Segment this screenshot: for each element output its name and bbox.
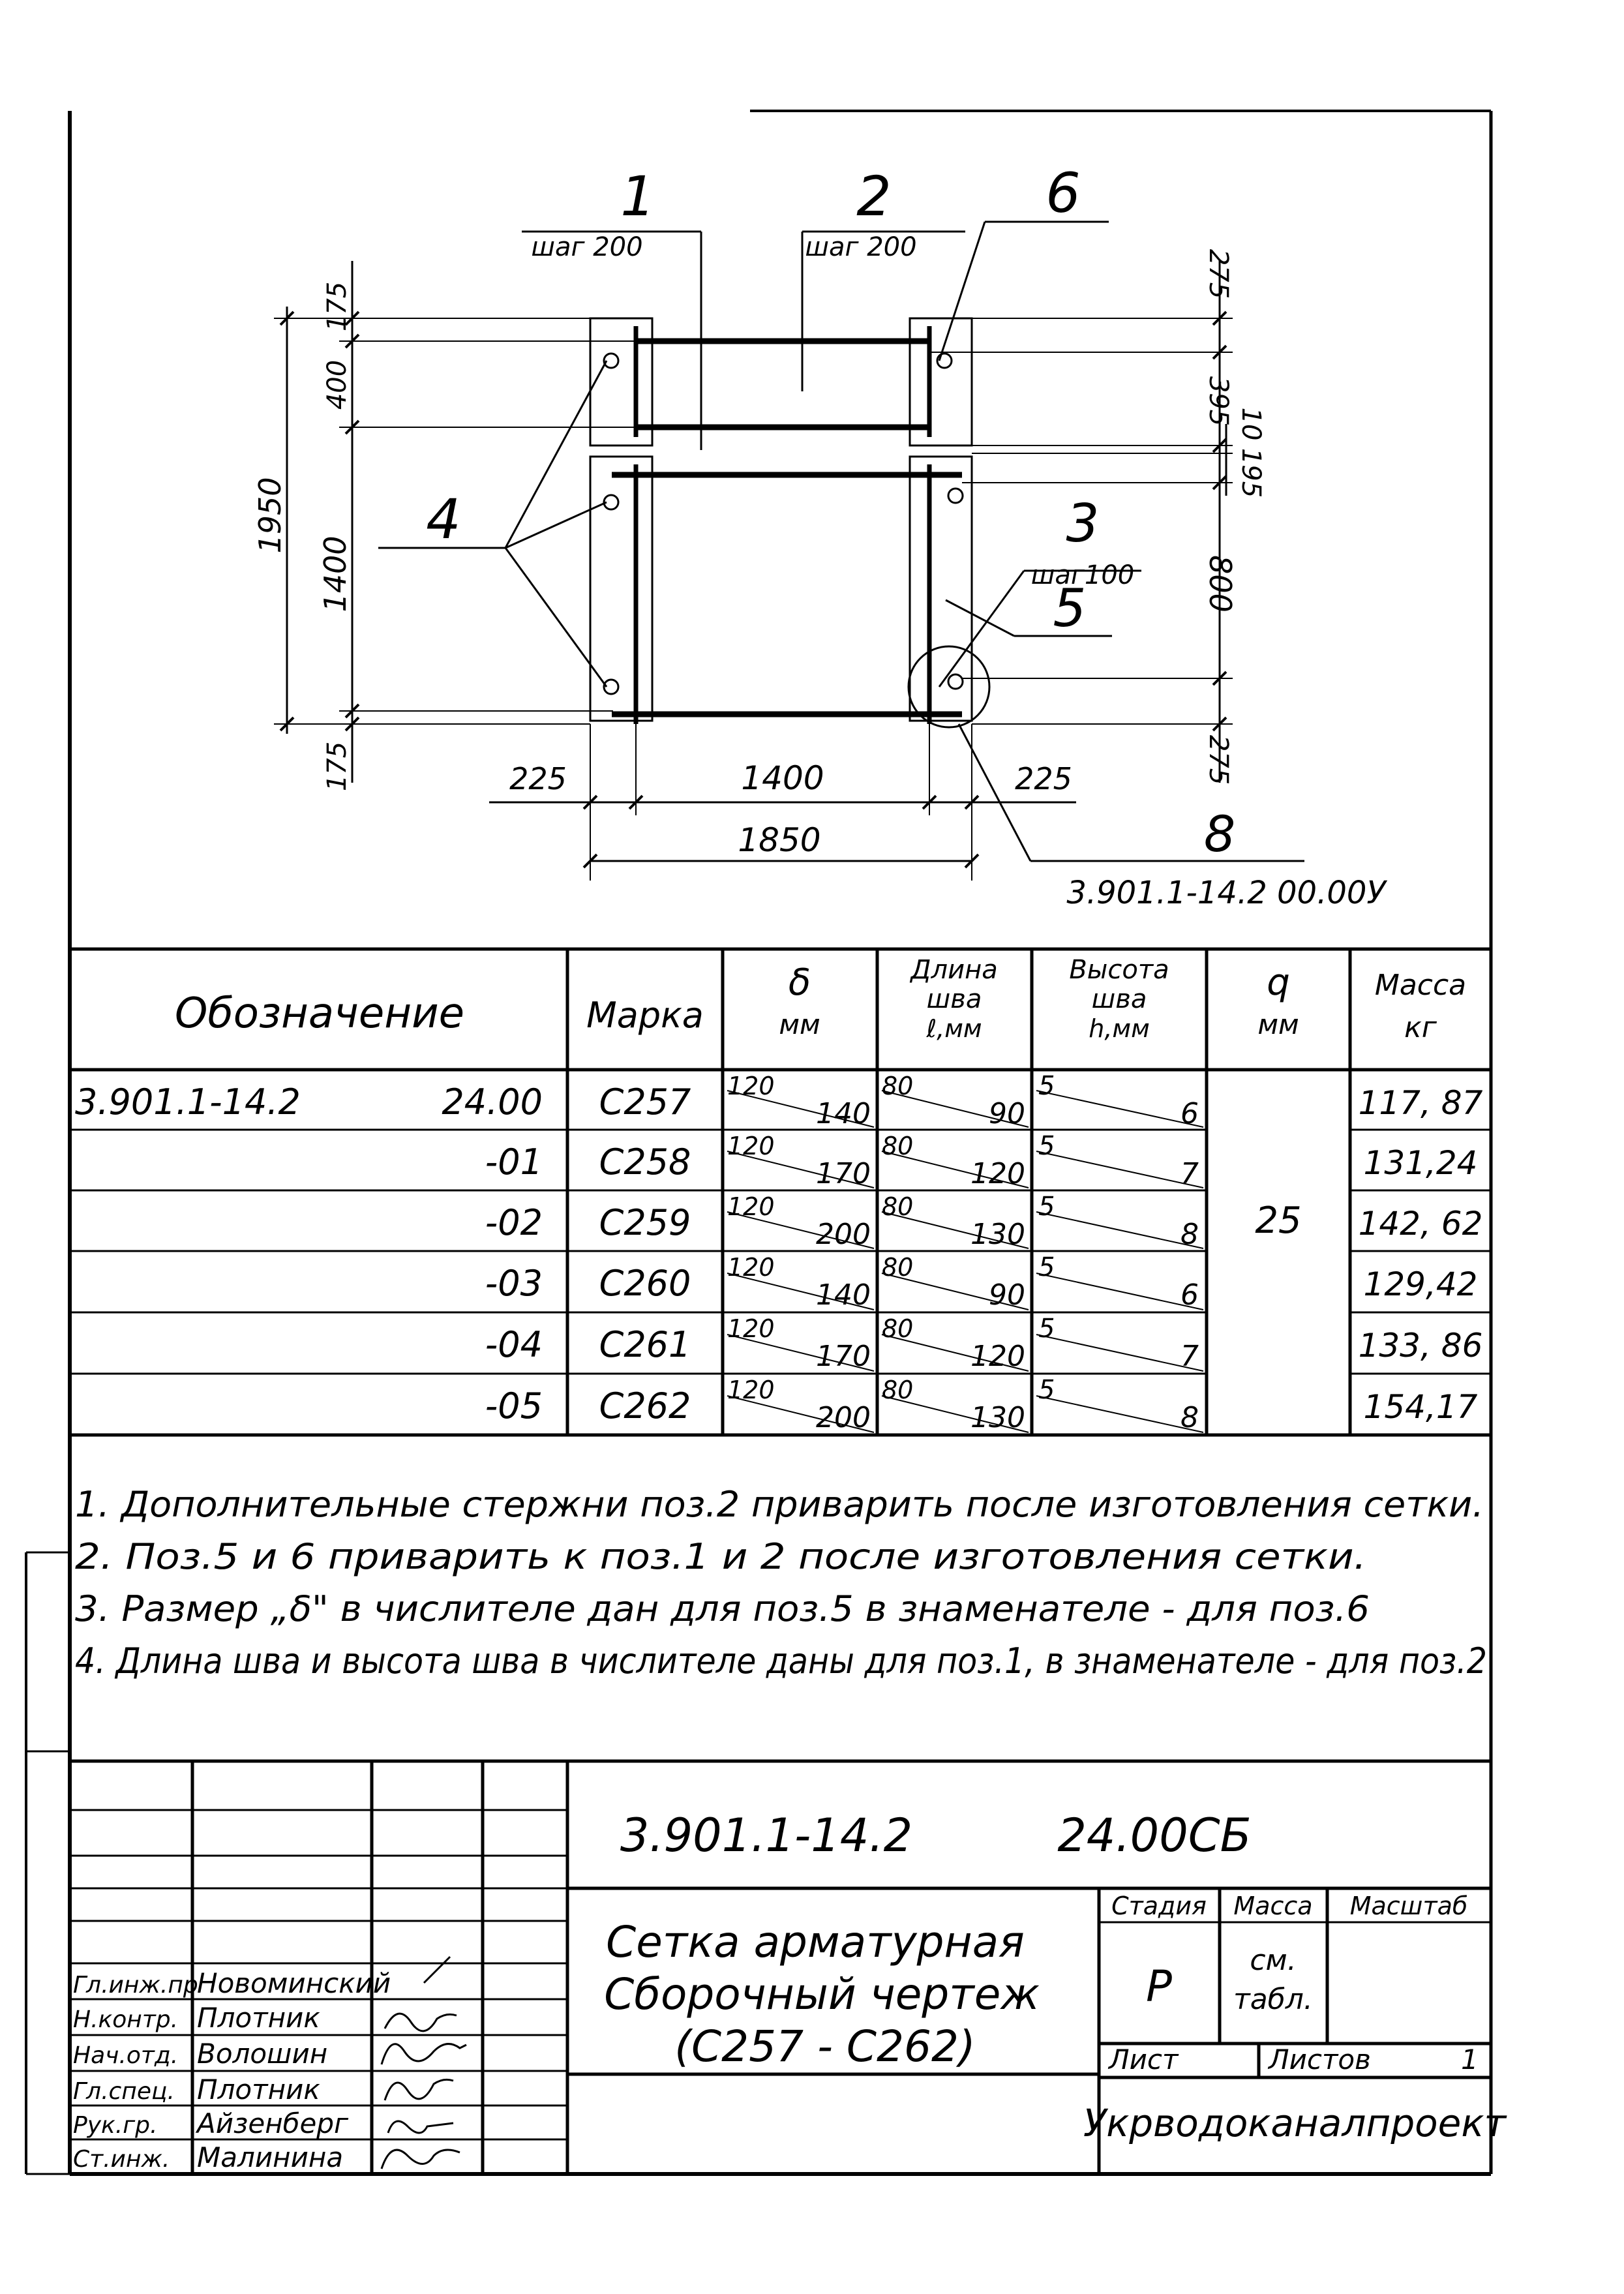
row-length-num: 80 <box>882 1253 914 1282</box>
row-length-den: 120 <box>970 1157 1025 1190</box>
header-mass-1: Масса <box>1374 969 1467 1002</box>
row-length-den: 120 <box>970 1340 1025 1373</box>
row-suffix: -01 <box>485 1141 543 1183</box>
row-height-num: 5 <box>1038 1131 1055 1161</box>
row-height-den: 7 <box>1180 1157 1199 1190</box>
row-code: 3.901.1-14.2 <box>75 1081 301 1123</box>
pos-8-label: 8 <box>1203 805 1236 863</box>
pos-2-label: 2 <box>856 164 892 228</box>
row-height-num: 5 <box>1038 1192 1055 1222</box>
header-height-3: h,мм <box>1089 1014 1150 1043</box>
sheets-label: Листов <box>1269 2044 1371 2075</box>
row-mass: 117, 87 <box>1358 1084 1483 1122</box>
scale-label: Масштаб <box>1349 1892 1468 1920</box>
dim-800: 800 <box>1203 555 1238 612</box>
row-mass: 129,42 <box>1363 1265 1478 1303</box>
row-suffix: -03 <box>485 1263 543 1304</box>
title-block-text <box>604 1809 1507 2145</box>
row-height-num: 5 <box>1038 1375 1055 1405</box>
header-q-unit: мм <box>1257 1008 1299 1040</box>
plate-bottom-left <box>590 457 652 721</box>
row-mark: С260 <box>599 1263 691 1304</box>
row-delta-den: 140 <box>816 1278 871 1312</box>
staff-role: Рук.гр. <box>73 2112 158 2139</box>
sheets-value: 1 <box>1461 2044 1479 2075</box>
staff-row <box>73 2074 320 2105</box>
staff-row <box>73 2038 327 2070</box>
row-mark: С258 <box>599 1141 691 1183</box>
pos-6-label: 6 <box>1045 161 1081 225</box>
staff-role: Н.контр. <box>73 2006 179 2033</box>
row-delta-den: 170 <box>816 1340 871 1373</box>
dim-225-right: 225 <box>1015 761 1072 796</box>
row-height-num: 5 <box>1038 1071 1055 1101</box>
signature-1 <box>424 1957 450 1983</box>
staff-role: Нач.отд. <box>73 2042 179 2069</box>
pos-8-ref: 3.901.1-14.2 00.00У <box>1066 875 1386 911</box>
pos-3-label: 3 <box>1066 493 1100 554</box>
row-delta-den: 200 <box>816 1218 871 1251</box>
dim-1400-h: 1400 <box>741 759 824 797</box>
row-delta-num: 120 <box>727 1132 775 1160</box>
dim-175-top: 175 <box>322 281 352 332</box>
signature-5 <box>388 2121 453 2133</box>
staff-name: Новоминский <box>197 1967 391 1999</box>
header-length-3: ℓ,мм <box>926 1014 982 1043</box>
pos-2-step: шаг 200 <box>805 232 917 262</box>
row-length-num: 80 <box>882 1072 914 1100</box>
row-height-den: 6 <box>1180 1097 1199 1130</box>
header-delta-symbol: δ <box>788 961 811 1004</box>
row-mass: 131,24 <box>1363 1144 1478 1182</box>
staff-row <box>73 1967 391 1999</box>
dim-275-top: 275 <box>1203 249 1233 299</box>
mass-value-2: табл. <box>1233 1983 1313 2016</box>
row-delta-num: 120 <box>727 1376 775 1404</box>
row-length-den: 130 <box>970 1218 1025 1251</box>
row-length-num: 80 <box>882 1192 914 1221</box>
row-height-num: 5 <box>1038 1314 1055 1344</box>
table-row <box>485 1314 1483 1373</box>
row-delta-num: 120 <box>727 1314 775 1343</box>
row-mass: 154,17 <box>1363 1388 1478 1426</box>
header-length-1: Длина <box>910 955 998 985</box>
row-length-den: 90 <box>989 1097 1025 1130</box>
pos-1-step: шаг 200 <box>531 232 643 262</box>
dim-395: 395 <box>1203 376 1233 427</box>
row-delta-den: 170 <box>816 1157 871 1190</box>
pos-5-label: 5 <box>1053 578 1087 639</box>
row-length-den: 130 <box>970 1401 1025 1434</box>
table-row <box>485 1131 1478 1190</box>
staff-role: Гл.инж.пр <box>73 1972 198 1999</box>
signature-2 <box>385 2014 457 2031</box>
row-suffix: -02 <box>485 1202 543 1243</box>
row-length-num: 80 <box>882 1132 914 1160</box>
note-4: 4. Длина шва и высота шва в числителе даны для поз.1, в знаменателе - для поз.2 <box>75 1640 1487 1682</box>
signature-3 <box>382 2044 466 2064</box>
stage-label: Стадия <box>1111 1892 1207 1920</box>
dim-1950: 1950 <box>252 477 288 554</box>
dim-10: 10 <box>1236 407 1266 441</box>
header-mass-2: кг <box>1404 1011 1437 1044</box>
staff-name: Айзенберг <box>197 2107 349 2139</box>
staff-name: Плотник <box>197 2074 320 2105</box>
header-mark: Марка <box>586 995 704 1036</box>
staff-name: Волошин <box>197 2038 328 2070</box>
row-mass: 142, 62 <box>1358 1205 1483 1243</box>
header-delta-unit: мм <box>779 1008 820 1040</box>
row-height-den: 8 <box>1180 1401 1199 1434</box>
row-length-num: 80 <box>882 1314 914 1343</box>
row-length-den: 90 <box>989 1278 1025 1312</box>
title-line-3: (С257 - С262) <box>674 2021 976 2072</box>
row-length-num: 80 <box>882 1376 914 1404</box>
row-delta-den: 200 <box>816 1401 871 1434</box>
row-delta-den: 140 <box>816 1097 871 1130</box>
table-row <box>75 1071 1483 1130</box>
signatures <box>382 1957 466 2169</box>
notes <box>75 1484 1487 1682</box>
sheet-label: Лист <box>1109 2044 1179 2075</box>
staff-name: Плотник <box>197 2002 320 2034</box>
dim-225-left: 225 <box>509 761 567 796</box>
table-row <box>485 1192 1483 1251</box>
doc-code: 3.901.1-14.2 <box>620 1809 913 1862</box>
signature-6 <box>382 2150 460 2169</box>
row-mark: С257 <box>599 1081 691 1123</box>
staff-row <box>73 2002 320 2034</box>
q-value: 25 <box>1255 1200 1302 1242</box>
dim-175-bot: 175 <box>322 741 352 792</box>
row-delta-num: 120 <box>727 1192 775 1221</box>
row-height-den: 6 <box>1180 1278 1199 1312</box>
pos-4-label: 4 <box>426 487 461 551</box>
row-suffix: 24.00 <box>442 1081 543 1123</box>
pos-3-step: шаг100 <box>1030 560 1135 590</box>
row-mark: С262 <box>599 1385 691 1426</box>
staff-role: Ст.инж. <box>73 2146 170 2173</box>
row-suffix: -04 <box>485 1324 543 1365</box>
dim-400: 400 <box>322 359 352 410</box>
row-height-den: 8 <box>1180 1218 1199 1251</box>
row-mass: 133, 86 <box>1358 1327 1483 1365</box>
table-row <box>485 1375 1478 1434</box>
pos-1-label: 1 <box>620 164 655 228</box>
staff-row <box>73 2107 349 2139</box>
staff-role: Гл.спец. <box>73 2078 175 2105</box>
staff-name: Малинина <box>197 2141 344 2173</box>
header-designation: Обозначение <box>174 989 465 1038</box>
note-2: 2. Поз.5 и 6 приварить к поз.1 и 2 после изготовления сетки. <box>75 1536 1366 1577</box>
spec-table-rows <box>75 1071 1483 1434</box>
staff-row <box>73 2141 343 2173</box>
mass-label: Масса <box>1233 1892 1313 1920</box>
header-length-2: шва <box>926 984 982 1014</box>
dim-195: 195 <box>1236 447 1266 498</box>
table-row <box>485 1252 1478 1312</box>
header-height-2: шва <box>1091 984 1147 1014</box>
row-delta-num: 120 <box>727 1072 775 1100</box>
row-height-num: 5 <box>1038 1252 1055 1282</box>
note-3: 3. Размер „δ" в числителе дан для поз.5 в знаменателе - для поз.6 <box>75 1588 1370 1629</box>
title-line-1: Сетка арматурная <box>606 1917 1025 1967</box>
row-suffix: -05 <box>485 1385 543 1426</box>
dim-275-bot: 275 <box>1203 734 1233 785</box>
title-line-2: Сборочный чертеж <box>604 1969 1040 2019</box>
mass-value-1: см. <box>1250 1944 1297 1977</box>
dim-1850: 1850 <box>738 821 821 859</box>
row-delta-num: 120 <box>727 1253 775 1282</box>
header-height-1: Высота <box>1069 955 1169 985</box>
row-height-den: 7 <box>1180 1340 1199 1373</box>
organization: Укрводоканалпроект <box>1083 2101 1507 2145</box>
dim-1400-v: 1400 <box>318 536 353 612</box>
signature-4 <box>385 2079 453 2100</box>
note-1: 1. Дополнительные стержни поз.2 приварить после изготовления сетки. <box>75 1484 1484 1525</box>
row-mark: С261 <box>599 1324 691 1365</box>
header-q-symbol: q <box>1267 961 1290 1004</box>
drawing-labels <box>252 161 1387 911</box>
doc-suffix: 24.00СБ <box>1057 1809 1252 1862</box>
stage-value: Р <box>1146 1961 1172 2012</box>
row-mark: С259 <box>599 1202 691 1243</box>
